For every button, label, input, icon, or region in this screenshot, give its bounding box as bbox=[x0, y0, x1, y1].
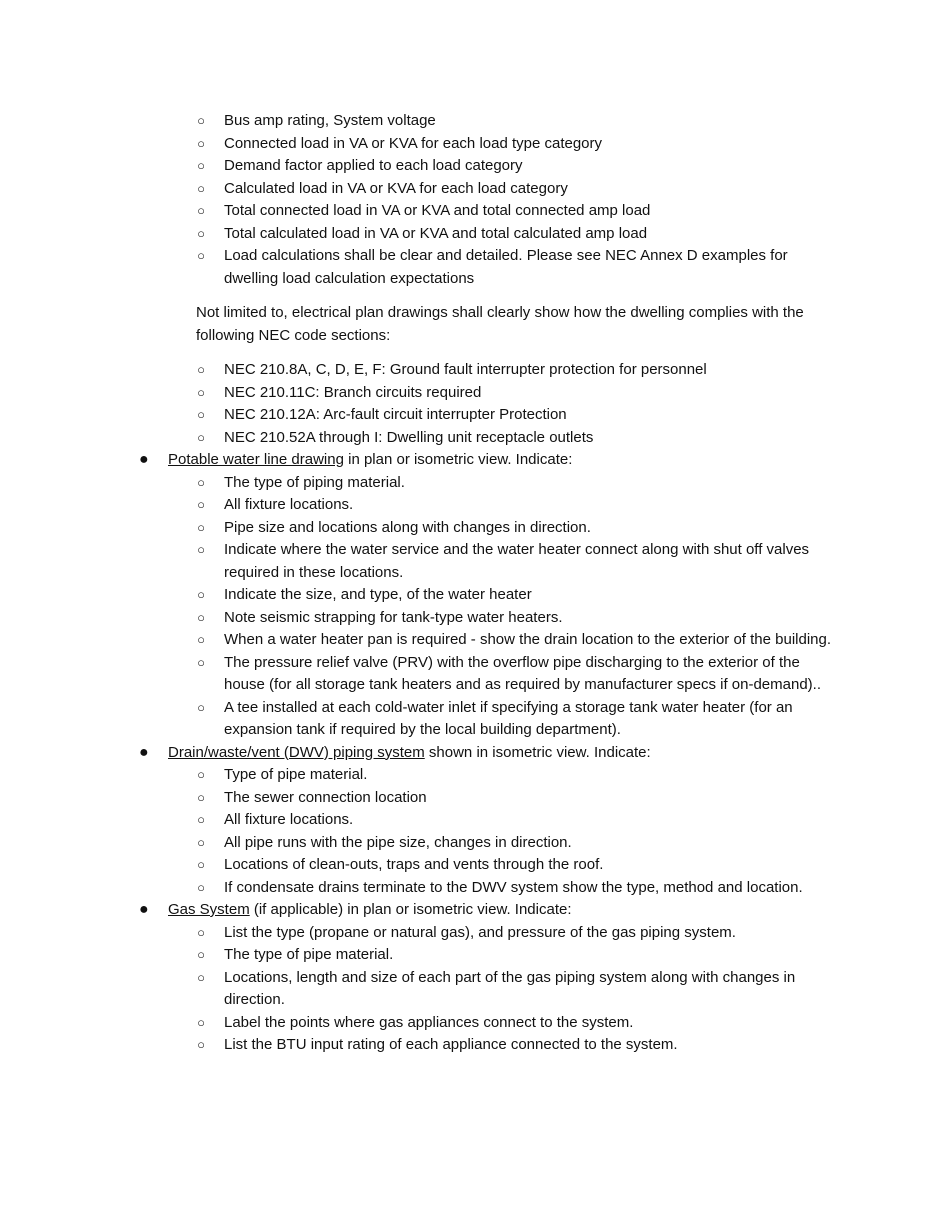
load-calc-list bbox=[0, 110, 950, 290]
list-item: ○ Bus amp rating, System voltage bbox=[197, 112, 436, 129]
document-page bbox=[0, 110, 950, 1057]
list-item: ○ The type of piping material. bbox=[197, 473, 405, 491]
list-item: ○ The type of pipe material. bbox=[197, 946, 394, 963]
list-item: ○ The sewer connection location bbox=[197, 788, 427, 806]
bullet-icon: ● bbox=[139, 451, 149, 468]
list-item: ○ All pipe runs with the pipe size, changes in direction. bbox=[197, 833, 572, 851]
list-item: ○ Locations, length and size of each part of the gas piping system along with changes in direction. bbox=[197, 968, 796, 1008]
section-gas bbox=[0, 899, 950, 922]
list-item: ○ Indicate where the water service and the water heater connect along with shut off valves required in these locations. bbox=[197, 541, 810, 581]
list-item: ○ Indicate the size, and type, of the water heater bbox=[197, 586, 532, 603]
list-item: ○ Total calculated load in VA or KVA and total calculated amp load bbox=[197, 224, 648, 242]
bullet-icon: ● bbox=[139, 743, 149, 761]
section-dwv bbox=[0, 742, 950, 765]
list-item: ○ A tee installed at each cold-water inlet if specifying a storage tank water heater (for an expansion tank if required by the local building department). bbox=[197, 698, 793, 738]
list-item: ○ NEC 210.12A: Arc-fault circuit interrupter Protection bbox=[197, 406, 567, 423]
list-item: ○ Calculated load in VA or KVA for each load category bbox=[197, 179, 568, 197]
list-item: ○ NEC 210.8A, C, D, E, F: Ground fault interrupter protection for personnel bbox=[197, 361, 707, 378]
nec-code-list bbox=[0, 359, 950, 449]
list-item: ○ Load calculations shall be clear and detailed. Please see NEC Annex D examples for dwelling load calculation expectations bbox=[197, 247, 788, 287]
list-item: ○ Type of pipe material. bbox=[197, 766, 368, 783]
section-title: Gas System bbox=[168, 901, 250, 918]
list-item: ○ If condensate drains terminate to the DWV system show the type, method and location. bbox=[197, 878, 803, 896]
list-item: ○ Demand factor applied to each load category bbox=[197, 157, 523, 174]
potable-water-list bbox=[0, 472, 950, 742]
list-item: ○ List the type (propane or natural gas), and pressure of the gas piping system. bbox=[197, 923, 736, 941]
list-item: ○ When a water heater pan is required - show the drain location to the exterior of the building. bbox=[197, 631, 832, 648]
list-item: ○ Note seismic strapping for tank-type water heaters. bbox=[197, 608, 563, 626]
nec-paragraph: Not limited to, electrical plan drawings shall clearly show how the dwelling complies with the following NEC code sections: bbox=[196, 304, 804, 344]
section-title: Drain/waste/vent (DWV) piping system bbox=[168, 743, 425, 761]
list-item: ○ All fixture locations. bbox=[197, 496, 354, 513]
section-suffix: shown in isometric view. Indicate: bbox=[424, 743, 651, 761]
list-item: ○ The pressure relief valve (PRV) with the overflow pipe discharging to the exterior of the house (for all storage tank heaters and as required by manufacturer specs if on-demand).. bbox=[197, 653, 821, 693]
section-title: Potable water line drawing bbox=[168, 451, 344, 468]
list-item: ○ Total connected load in VA or KVA and total connected amp load bbox=[197, 202, 651, 219]
section-suffix: (if applicable) in plan or isometric view. Indicate: bbox=[249, 901, 572, 918]
list-item: ○ List the BTU input rating of each appliance connected to the system. bbox=[197, 1036, 678, 1053]
list-item: ○ Label the points where gas appliances connect to the system. bbox=[197, 1013, 634, 1031]
bullet-icon: ● bbox=[139, 901, 149, 918]
list-item: ○ Pipe size and locations along with changes in direction. bbox=[197, 518, 591, 536]
section-potable-water bbox=[0, 449, 950, 472]
gas-list bbox=[0, 922, 950, 1057]
section-suffix: in plan or isometric view. Indicate: bbox=[343, 451, 573, 468]
dwv-list bbox=[0, 764, 950, 899]
list-item: ○ NEC 210.11C: Branch circuits required bbox=[197, 383, 482, 401]
list-item: ○ All fixture locations. bbox=[197, 811, 354, 828]
list-item: ○ Locations of clean-outs, traps and vents through the roof. bbox=[197, 856, 604, 873]
list-item: ○ NEC 210.52A through I: Dwelling unit receptacle outlets bbox=[197, 428, 594, 446]
list-item: ○ Connected load in VA or KVA for each load type category bbox=[197, 134, 603, 152]
